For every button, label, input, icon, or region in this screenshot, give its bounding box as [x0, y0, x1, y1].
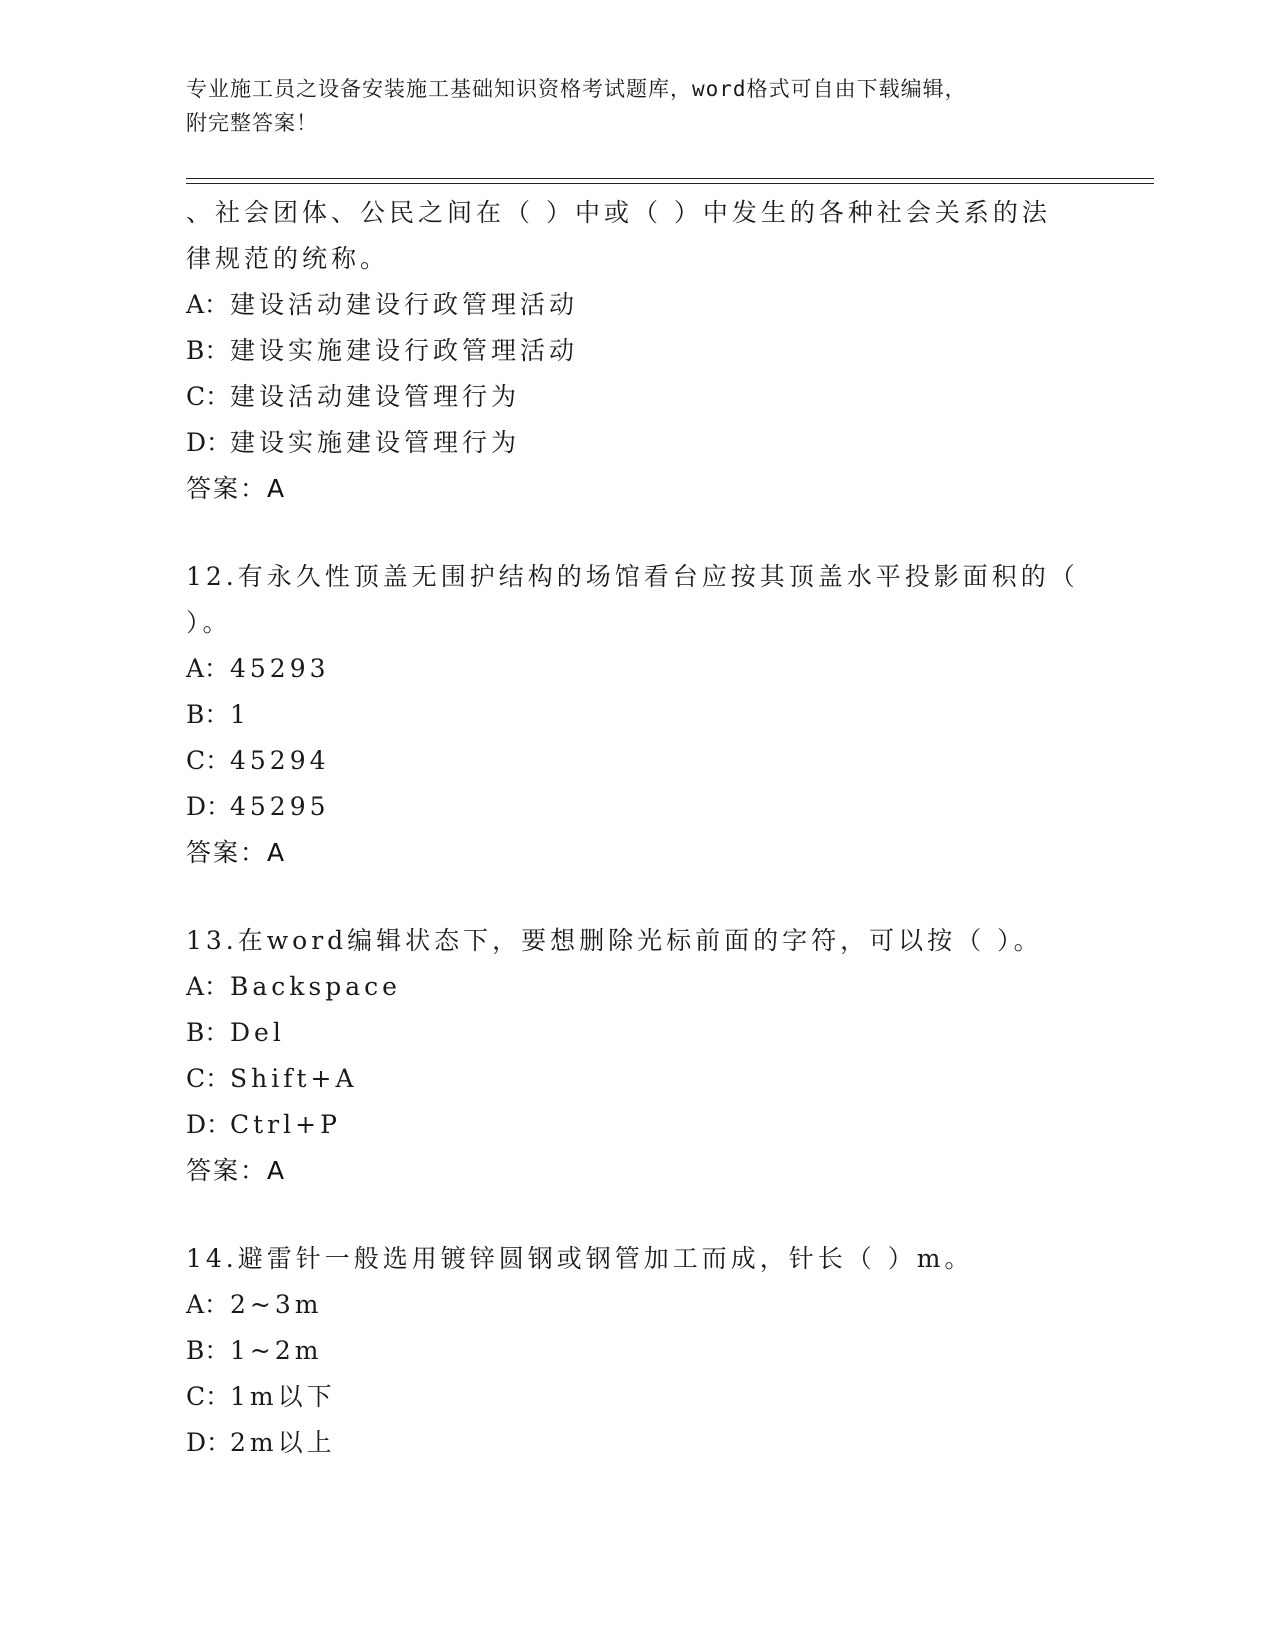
option-label: A：	[186, 972, 230, 1001]
option-d	[186, 1420, 1086, 1466]
answer-line: 答案：A	[186, 838, 287, 867]
header-divider-bottom	[186, 183, 1154, 184]
option-text: 建设活动建设行政管理活动	[230, 290, 579, 319]
option-label: A：	[186, 654, 230, 683]
option-text: Backspace	[230, 972, 401, 1001]
question-text-line: 13.在word编辑状态下，要想删除光标前面的字符，可以按（ ）。	[186, 926, 1043, 955]
header-title-line-2: 附完整答案！	[186, 111, 318, 135]
question-text-line: 律规范的统称。	[186, 244, 390, 273]
option-label: D：	[186, 1428, 232, 1457]
question-text-line: ）。	[186, 608, 232, 637]
answer-line: 答案：A	[186, 474, 287, 503]
option-text: 1~2m	[230, 1336, 323, 1365]
spacer	[186, 1194, 1086, 1236]
option-label: D：	[186, 428, 232, 457]
option-b	[186, 1010, 1086, 1056]
option-b	[186, 692, 1086, 738]
option-label: C：	[186, 746, 231, 775]
option-text: 45293	[230, 654, 330, 683]
option-a	[186, 1282, 1086, 1328]
option-text: 45294	[230, 746, 330, 775]
option-d	[186, 1102, 1086, 1148]
option-label: B：	[186, 1018, 230, 1047]
option-label: B：	[186, 1336, 230, 1365]
question-14	[186, 1236, 1086, 1466]
question-list	[186, 190, 1086, 1466]
option-label: A：	[186, 1290, 230, 1319]
option-c	[186, 374, 1086, 420]
option-c	[186, 1056, 1086, 1102]
option-label: B：	[186, 700, 230, 729]
option-label: C：	[186, 382, 231, 411]
option-text: 45295	[230, 792, 330, 821]
question-text-line: 12.有永久性顶盖无围护结构的场馆看台应按其顶盖水平投影面积的（	[186, 562, 1079, 591]
option-a	[186, 964, 1086, 1010]
header-divider-top	[186, 178, 1154, 179]
option-label: C：	[186, 1382, 231, 1411]
option-label: C：	[186, 1064, 231, 1093]
question-12	[186, 554, 1086, 876]
option-label: A：	[186, 290, 230, 319]
option-text: 2m以上	[230, 1428, 336, 1457]
option-text: Ctrl+P	[230, 1110, 341, 1139]
question-text-line: 14.避雷针一般选用镀锌圆钢或钢管加工而成，针长（ ）m。	[186, 1244, 974, 1273]
option-text: Del	[230, 1018, 285, 1047]
option-b	[186, 1328, 1086, 1374]
option-b	[186, 328, 1086, 374]
option-label: D：	[186, 1110, 232, 1139]
option-text: 建设实施建设行政管理活动	[230, 336, 579, 365]
option-text: 2~3m	[230, 1290, 323, 1319]
option-c	[186, 1374, 1086, 1420]
option-a	[186, 282, 1086, 328]
option-text: 1m以下	[230, 1382, 336, 1411]
question-13	[186, 918, 1086, 1194]
option-text: 1	[230, 700, 250, 729]
option-c	[186, 738, 1086, 784]
option-text: 建设活动建设管理行为	[230, 382, 521, 411]
option-label: B：	[186, 336, 230, 365]
spacer	[186, 876, 1086, 918]
question-11	[186, 190, 1086, 512]
option-d	[186, 420, 1086, 466]
option-a	[186, 646, 1086, 692]
spacer	[186, 512, 1086, 554]
answer-line: 答案：A	[186, 1156, 287, 1185]
header-title-line-1: 专业施工员之设备安装施工基础知识资格考试题库，word格式可自由下载编辑，	[186, 77, 967, 101]
option-label: D：	[186, 792, 232, 821]
document-header	[186, 72, 1086, 140]
option-text: Shift+A	[230, 1064, 358, 1093]
option-d	[186, 784, 1086, 830]
question-text-line: 、社会团体、公民之间在（ ）中或（ ）中发生的各种社会关系的法	[186, 198, 1051, 227]
option-text: 建设实施建设管理行为	[230, 428, 521, 457]
